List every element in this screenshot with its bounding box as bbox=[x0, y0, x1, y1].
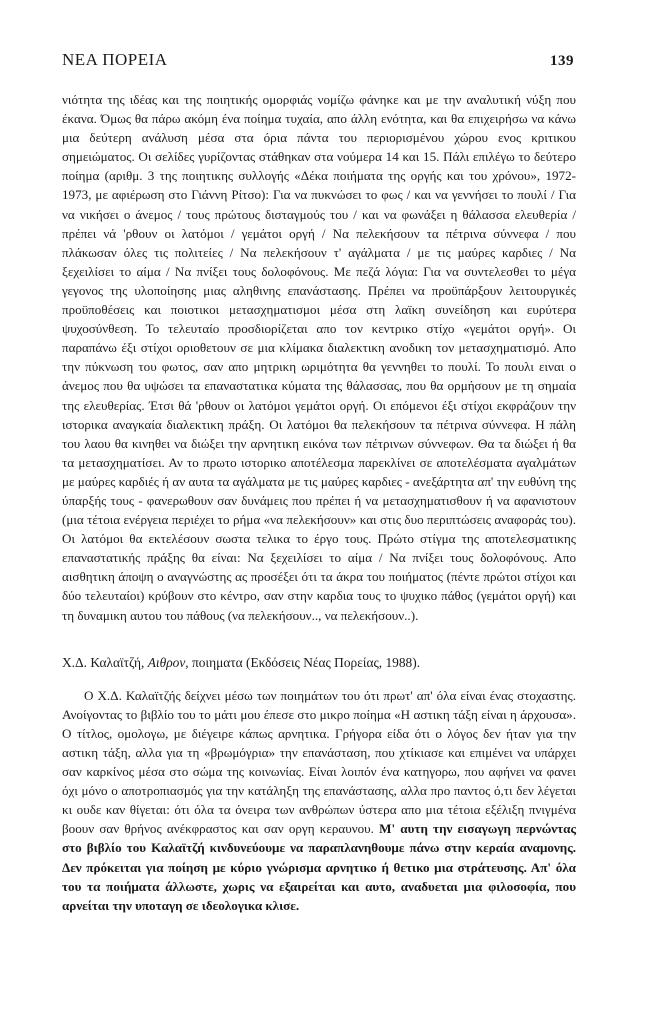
reference-author: Χ.Δ. Καλαϊτζή, bbox=[62, 654, 145, 670]
reference-gap bbox=[62, 672, 576, 686]
review-paragraph bbox=[62, 686, 576, 915]
analysis-paragraph: νιότητα της ιδέας και της ποιητικής ομορφιάς νομίζω φάνηκε και με την αναλυτική νύξη που έκανα. Όμως θα πάρω ακόμη ένα ποίημα τυχαία, απο άλλη ενότητα, και θα επιχειρήσω να κάνω μια δεύτερη ανάλυση μέσα στα όρια πάντα του περιορισμένου χώρου ενος κριτικου σημειώματος. Οι σελίδες γυρίζοντας στάθηκαν στα νούμερα 14 και 15. Πάλι επιλέγω το δεύτερο ποίημα (αριθμ. 3 της ποιητικης συλλογής «Δέκα ποιήματα της οργής και του χρόνου», 1972-1973, με αφιέρωση στο Γιάννη Ρίτσο): Για να πυκνώσει το φως / και να γεννήσει το πουλί / Για να νικήσει ο άνεμος / τους πρώτους δισταγμούς του / και να φωνάξει η θάλασσα ελευθερία / πρέπει νά 'ρθουν οι λατόμοι / γεμάτοι οργή / Να πελεκήσουν τα πέτρινα σύννεφα / που πλάκωσαν όλες τις πολιτείες / Να πελεκήσουν τ' αγάλματα / με τις μαύρες καρδιες / Να ξεχειλίσει το αίμα / Να πνίξει τους δολοφόνους. Με πεζά λόγια: Για να συντελεσθει το μέγα γεγονος της υλοποίησης μιας αληθινης επανάστασης. Πρέπει να προϋπάρξουν λειτουργικές προϋποθέσεις και ποιοτικοι μετασχηματισμοι μέσα στη λαϊκη συνείδηση και ευρύτερα ψυχοσύνθεση. Το τελευταίο προσδιορίζεται απο τον κεντρικο στίχο «γεμάτοι οργή». Οι παραπάνω έξι στίχοι οριοθετουν σε μια κλίμακα διαλεκτικη ανοδικη τον μετασχηματισμό. Απο την πύκνωση του φωτος, σαν απο μητρικη ωριμότητα θα γεννηθει το πουλί. Το πουλι ειναι ο άνεμος που θα υψώσει τα επαναστατικα κύματα της θάλασσας, που θα ορμήσουν με τη σημαία της ελευθερίας. Έτσι θά 'ρθουν οι λατόμοι γεμάτοι οργή. Οι επόμενοι έξι στίχοι εκφράζουν την ιστορικα αναγκαία διαλεκτικη πράξη. Οι λατόμοι θα πελεκήσουν τα πέτρινα σύννεφα. Η πάλη του λαου θα κινηθει να διώξει την αρνητικη εικόνα των πέτρινων σύννεφων. Θα τα διώξει ή θα τα μετασχηματίσει. Αν το πρωτο ιστορικο αποτέλεσμα παρεκλίνει σε αποτελέσματα αγαλμάτων με μαύρες καρδιές ή αν αυτα τα αγάλματα με τις μαύρες καρδιες - ανεξάρτητα απ' την ευθύνη της ύπαρξής τους - φανερωθουν σαν δυνάμεις που πρέπει ή να μετασχηματισθουν ή να αφανιστουν (μια τέτοια ενέργεια περιέχει το ρήμα «να πελεκήσουν» και στις δυο περιπτώσεις αναφοράς του). Οι λατόμοι θα εκτελέσουν σωστα τελικα το έργο τους. Πρώτο στίγμα της αποτελεσματικης επαναστατικής πράξης θα είναι: Να ξεχειλίσει το αίμα / Να πνίξει τους δολοφόνους. Απο αισθητικη άποψη ο αναγνώστης ας προσέξει ότι τα άκρα του ποιήματος (πέντε πρώτοι στίχοι και δύο τελευταίοι) κρύβουν στο κέντρο, σαν στην καρδια τους το ψυχικο πάθος (γεμάτοι οργή) και τη δυναμικη αυτου του πάθους (να πελεκήσουν.., να πελεκήσουν..). bbox=[62, 92, 576, 623]
reference-title: Αιθρον, bbox=[147, 654, 189, 670]
running-head bbox=[62, 50, 574, 70]
section-gap bbox=[62, 625, 576, 653]
review-text-bold: Μ' αυτη την εισαγωγη περνώντας στο βιβλίο του Καλαϊτζή κινδυνεύουμε να παραπλανηθουμε πάνω στην κεραία αναμονης. Δεν πρόκειται για ποίηση με κύριο γνώρισμα αρνητικο ή θετικο μια στράτευσης. Απ' όλα του τα ποιήματα άλλωστε, χωρις να εξαιρείται και αυτο, αναδυεται μια φιλοσοφία, που αρνείται την υποταγη σε ιδεολογικα κλισε. bbox=[62, 821, 576, 913]
review-text: Ο Χ.Δ. Καλαϊτζής δείχνει μέσω των ποιημάτων του ότι πρωτ' απ' όλα είναι ένας στοχαστης. Ανοίγοντας το βιβλίο του το μάτι μου έπεσε στο μικρο ποίημα «Η αστικη τάξη είναι η άρχουσα». Ο τίτλος, ομολογω, με διέγειρε κάπως αρνητικα. Γρήγορα είδα ότι ο λόγος δεν ήταν για την αστικη τάξη, αλλα για τη «βρωμόγρια» την επανάσταση, που χτίκιασε και επιμένει να υπάρχει σαν καρκίνος μέσα στο σώμα της κοινωνίας. Είναι λοιπόν ένα κατηγορω, που αφήνει να φανει όχι μόνο ο αποτροπιασμός για την κατάληξη της επανάστασης, αλλα προ παντος ό,τι δεν λέγεται κι ουδε καν θίγεται: ότι όλα τα όνειρα των ανθρώπων ύστερα απο μια τέτοια εξέλιξη πνιγμένα βοουν σαν θρήνος ανέκφραστος και σαν οργη κεραυνου. bbox=[62, 687, 576, 837]
journal-title: ΝΕΑ ΠΟΡΕΙΑ bbox=[62, 50, 168, 69]
book-reference bbox=[62, 653, 576, 672]
article-body bbox=[62, 90, 576, 915]
page-number: 139 bbox=[550, 53, 574, 69]
reference-details: ποιηματα (Εκδόσεις Νέας Πορείας, 1988). bbox=[192, 654, 421, 670]
